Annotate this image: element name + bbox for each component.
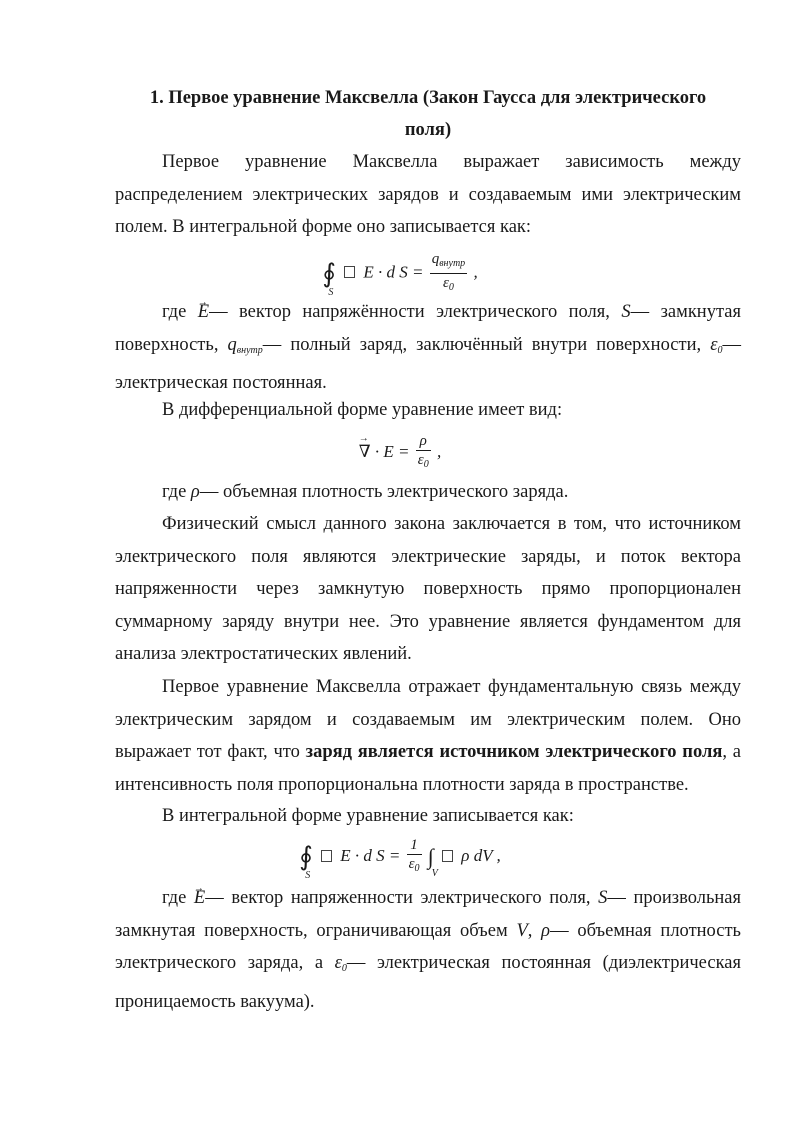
paragraph-1 <box>115 146 741 244</box>
paragraph-8: где → E— вектор напряженности электрического поля, S— произвольная замкнутая поверхность, ограничивающая объем V, ρ— объемная плотность электрического заряда, а $\varepsilon_0—$ электрическая постоянная (диэлектрическая проницаемость вакуума). <box>115 882 741 1018</box>
unknown-glyph-box <box>344 266 355 278</box>
unknown-glyph-box <box>442 850 453 862</box>
paragraph-4: где ρ— объемная плотность электрического заряда. <box>162 482 569 502</box>
bold-emphasis: заряд является источником электрического поля <box>305 742 723 762</box>
formula-gauss-integral-volume: ∮ S E · d S = $\frac{1}{\varepsilon_0}$ ∫ V ρ dV , <box>299 837 501 881</box>
vector-E: → E <box>198 296 209 329</box>
title-line-1: 1. Первое уравнение Максвелла (Закон Гаусса для электрического <box>149 88 707 108</box>
unknown-glyph-box <box>321 850 332 862</box>
volume-integral-symbol: ∫ V <box>427 844 438 879</box>
section-title <box>115 82 741 146</box>
formula-gauss-integral: ∮ S E · d S = $\frac{q_{внутр}}{\varepsilon_0}$ , <box>322 251 478 298</box>
paragraph-2: где → E— вектор напряжённости электрического поля, S— замкнутая поверхность, $q_{внутр}—$ полный заряд, заключённый внутри поверхности, $\varepsilon_0—$ электрическая постоянная. <box>115 296 741 400</box>
formula-2-fraction: $\frac{\rho}{\varepsilon_0}$ <box>417 433 429 470</box>
title-line-2: поля) <box>404 120 452 140</box>
formula-3-fraction: $\frac{1}{\varepsilon_0}$ <box>408 837 420 874</box>
contour-integral-symbol: ∮ S <box>322 258 336 298</box>
paragraph-3: В дифференциальной форме уравнение имеет вид: <box>162 400 563 420</box>
paragraph-7: В интегральной форме уравнение записывается как: <box>162 806 574 826</box>
formula-2-lhs: → ∇ · E = <box>359 442 410 462</box>
contour-integral-symbol: ∮ S <box>299 842 313 881</box>
paragraph-1-text: Первое уравнение Максвелла выражает зависимость между распределением электрических зарядов и создаваемым ими электрическим полем. В интегральной форме оно записывается как: <box>115 152 741 237</box>
formula-gauss-differential: → ∇ · E = $\frac{\rho}{\varepsilon_0}$ , <box>0 432 800 474</box>
formula-1-fraction: $\frac{q_{внутр}}{\varepsilon_0}$ <box>431 251 466 293</box>
formula-1-lhs: E · d S = <box>363 262 424 282</box>
paragraph-6: Первое уравнение Максвелла отражает фундаментальную связь между электрическим зарядом и создаваемым им электрическим полем. Оно выражает тот факт, что заряд является источником электрического поля, а интенсивность поля пропорциональна плотности заряда в пространстве. <box>115 677 741 795</box>
paragraph-5: Физический смысл данного закона заключается в том, что источником электрического поля являются электрические заряды, и поток вектора напряженности через замкнутую поверхность прямо пропорционален суммарному заряду внутри нее. Это уравнение является фундаментом для анализа электростатических явлений. <box>115 514 741 664</box>
